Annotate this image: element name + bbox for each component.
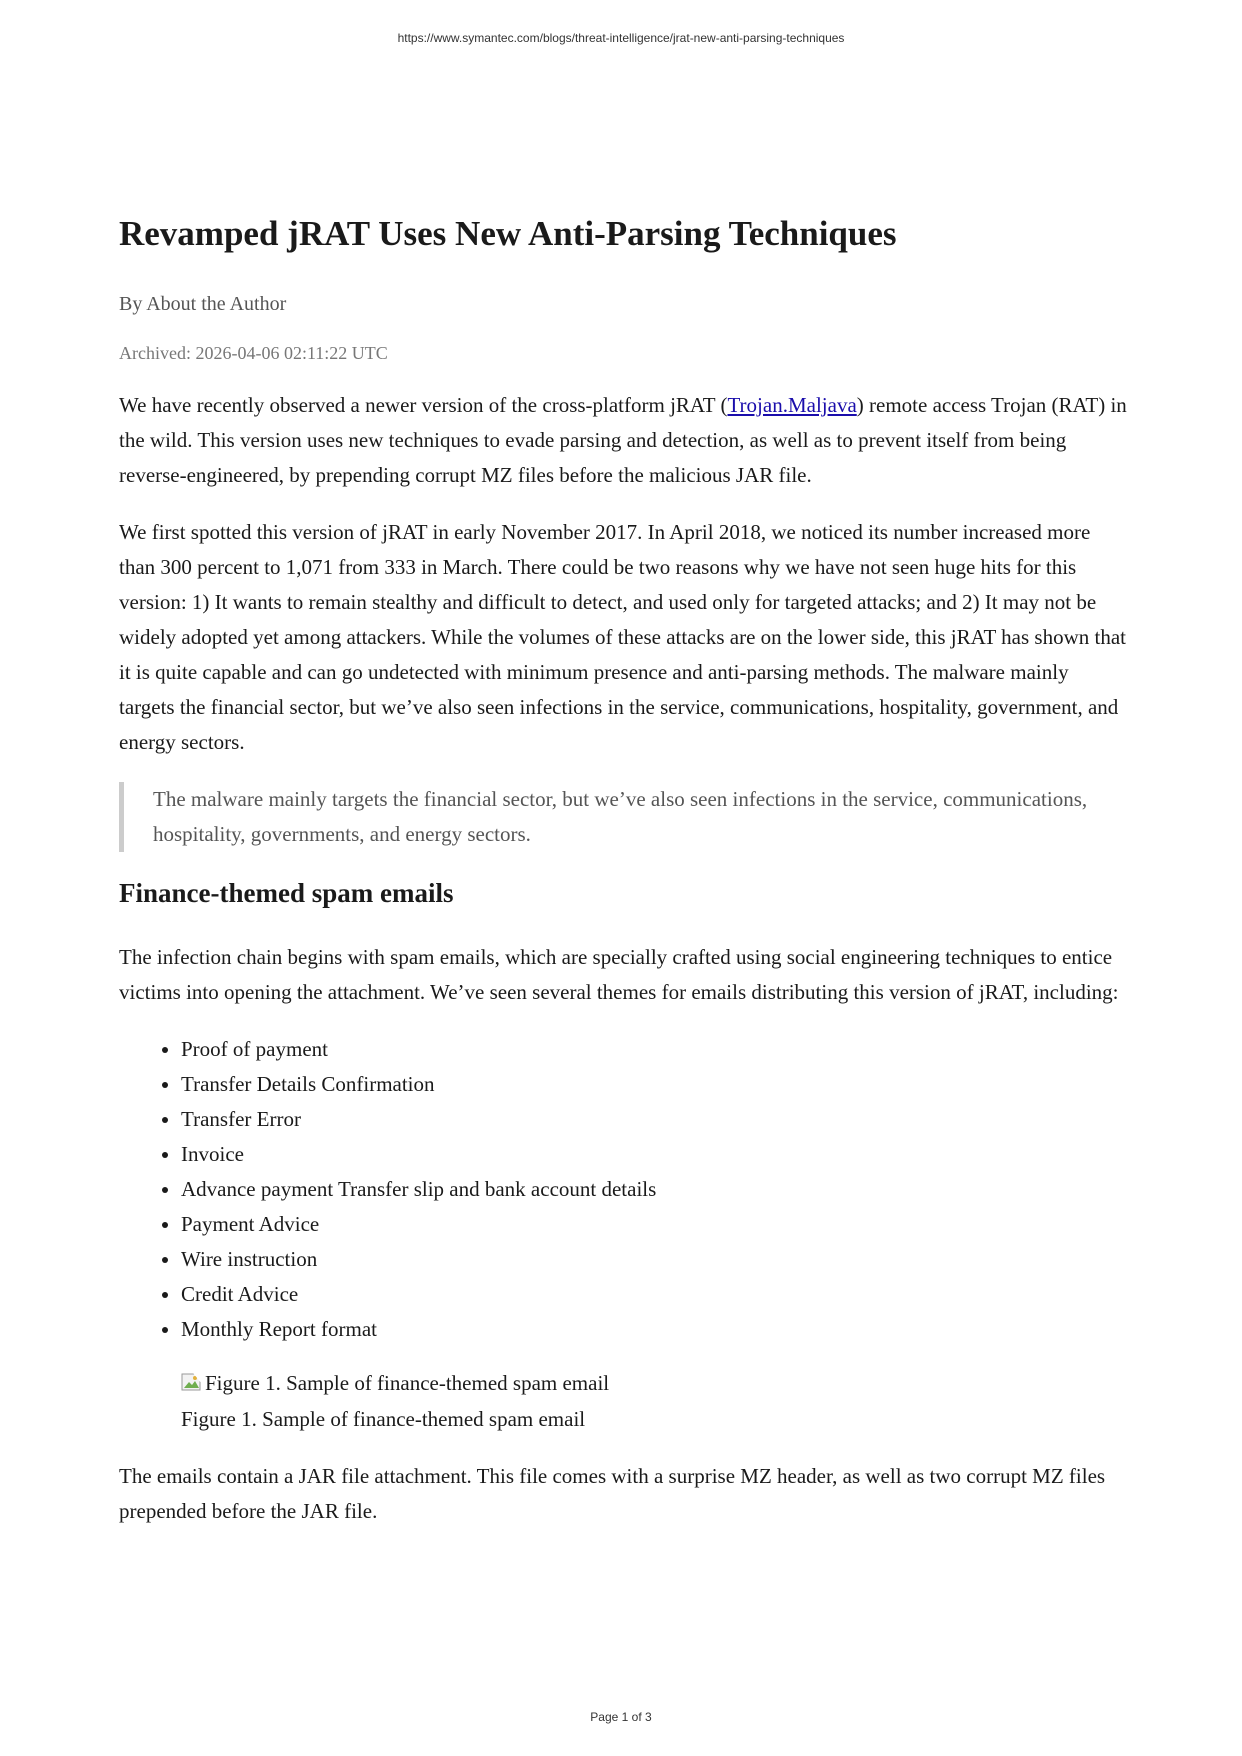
list-item: • Transfer Details Confirmation [181,1067,1129,1102]
article [119,212,1129,1551]
list-item: • Credit Advice [181,1277,1129,1312]
email-themes-list [119,1032,1129,1347]
broken-image-icon [181,1372,203,1394]
figure-alt-text: Figure 1. Sample of finance-themed spam email [205,1371,610,1395]
jar-attachment-paragraph: The emails contain a JAR file attachment. This file comes with a surprise MZ header, as well as two corrupt MZ files prepended before the JAR file. [119,1464,1106,1523]
intro-paragraph [119,388,1129,493]
list-item: • Monthly Report format [181,1312,1129,1347]
list-item: • Invoice [181,1137,1129,1172]
list-item: • Proof of payment [181,1032,1129,1067]
stats-paragraph: We first spotted this version of jRAT in early November 2017. In April 2018, we noticed its number increased more than 300 percent to 1,071 from 333 in March. There could be two reasons why we have not seen huge hits for this version: 1) It wants to remain stealthy and difficult to detect, and used only for targeted attacks; and 2) It may not be widely adopted yet among attackers. While the volumes of these attacks are on the lower side, this jRAT has shown that it is quite capable and can go undetected with minimum presence and anti-parsing methods. The malware mainly targets the financial sector, but we’ve also seen infections in the service, communications, hospitality, government, and energy sectors. [119,520,1126,754]
page-url-header: https://www.symantec.com/blogs/threat-intelligence/jrat-new-anti-parsing-techniques [397,31,845,45]
intro-text-before: We have recently observed a newer version of the cross-platform jRAT ( [119,393,728,417]
list-item: • Wire instruction [181,1242,1129,1277]
article-title: Revamped jRAT Uses New Anti-Parsing Techniques [119,214,897,253]
infection-chain-paragraph: The infection chain begins with spam emails, which are specially crafted using social engineering techniques to entice victims into opening the attachment. We’ve seen several themes for emails distributing this version of jRAT, including: [119,945,1119,1004]
page-number: Page 1 of 3 [590,1710,652,1724]
pull-quote: The malware mainly targets the financial sector, but we’ve also seen infections in the service, communications, hospitality, governments, and energy sectors. [119,782,1129,852]
figure-1 [181,1365,1129,1437]
figure-caption: Figure 1. Sample of finance-themed spam email [181,1407,586,1431]
intro-text-after: ) remote access Trojan (RAT) in the wild. This version uses new techniques to evade parsing and detection, as well as to prevent itself from being reverse-engineered, by prepending corrupt MZ files before the malicious JAR file. [119,393,1127,487]
list-item: • Advance payment Transfer slip and bank account details [181,1172,1129,1207]
figure-image-placeholder [181,1365,1129,1401]
trojan-maljava-link[interactable]: Trojan.Maljava [727,393,857,417]
article-byline: By About the Author [119,293,287,315]
archived-timestamp: Archived: 2026-04-06 02:11:22 UTC [119,343,388,363]
list-item: • Transfer Error [181,1102,1129,1137]
section-heading: Finance-themed spam emails [119,878,454,908]
list-item: • Payment Advice [181,1207,1129,1242]
